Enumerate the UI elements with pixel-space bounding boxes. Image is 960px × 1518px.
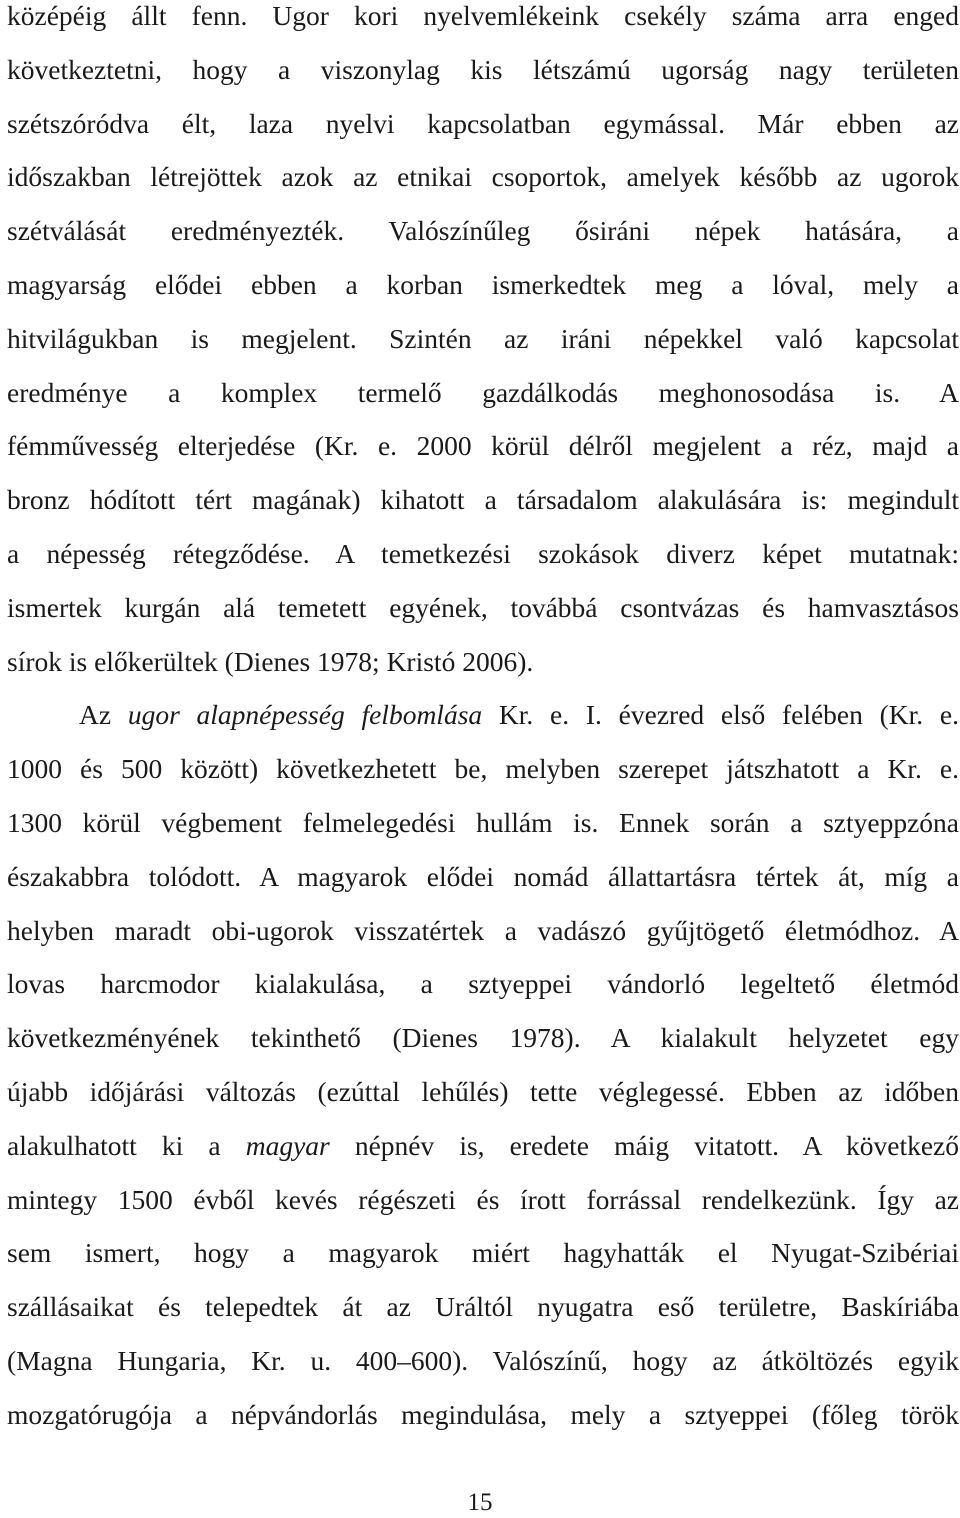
text-line: helyben maradt obi-ugorok visszatértek a vadászó gyűjtögető életmódhoz. A	[7, 914, 959, 946]
text-segment: Az	[79, 699, 128, 731]
text-segment: népnév is, eredete máig vitatott. A következő	[329, 1129, 959, 1161]
text-line: sem ismert, hogy a magyarok miért hagyhatták el Nyugat-Szibériai	[7, 1237, 959, 1269]
text-line: eredménye a komplex termelő gazdálkodás meghonosodása is. A	[7, 376, 959, 408]
text-line: sírok is előkerültek (Dienes 1978; Kristó 2006).	[7, 645, 534, 677]
text-line: hitvilágukban is megjelent. Szintén az iráni népekkel való kapcsolat	[7, 322, 959, 354]
text-line: (Magna Hungaria, Kr. u. 400–600). Valószínű, hogy az átköltözés egyik	[7, 1344, 959, 1376]
text-line: magyarság elődei ebben a korban ismerkedtek meg a lóval, mely a	[7, 268, 959, 300]
text-line: lovas harcmodor kialakulása, a sztyeppei vándorló legeltető életmód	[7, 968, 959, 1000]
text-line: újabb időjárási változás (ezúttal lehűlés) tette véglegessé. Ebben az időben	[7, 1075, 959, 1107]
text-line: bronz hódított tért magának) kihatott a társadalom alakulására is: megindult	[7, 484, 959, 516]
text-line: következményének tekinthető (Dienes 1978). A kialakult helyzetet egy	[7, 1022, 959, 1054]
text-line: fémművesség elterjedése (Kr. e. 2000 körül délről megjelent a réz, majd a	[7, 430, 959, 462]
text-line: mintegy 1500 évből kevés régészeti és írott forrással rendelkezünk. Így az	[7, 1183, 959, 1215]
text-line: időszakban létrejöttek azok az etnikai csoportok, amelyek később az ugorok	[7, 161, 959, 193]
text-segment: alakulhatott ki a	[7, 1129, 246, 1161]
text-line: szétszóródva élt, laza nyelvi kapcsolatban egymással. Már ebben az	[7, 107, 959, 139]
text-line: következtetni, hogy a viszonylag kis létszámú ugorság nagy területen	[7, 53, 959, 85]
text-line: északabbra tolódott. A magyarok elődei nomád állattartásra tértek át, míg a	[7, 860, 959, 892]
text-line: ismertek kurgán alá temetett egyének, továbbá csontvázas és hamvasztásos	[7, 591, 959, 623]
italic-term: magyar	[245, 1129, 330, 1161]
text-line: középéig állt fenn. Ugor kori nyelvemlékeink csekély száma arra enged	[7, 0, 959, 31]
page-number: 15	[467, 1489, 493, 1516]
text-segment: Kr. e. I. évezred első felében (Kr. e.	[482, 699, 959, 731]
text-line: a népesség rétegződése. A temetkezési szokások diverz képet mutatnak:	[7, 537, 959, 569]
text-line: szétválását eredményezték. Valószínűleg ősiráni népek hatására, a	[7, 215, 959, 247]
text-line: 1300 körül végbement felmelegedési hullám is. Ennek során a sztyeppzóna	[7, 806, 959, 838]
text-line: 1000 és 500 között) következhetett be, melyben szerepet játszhatott a Kr. e.	[7, 753, 959, 785]
text-line: mozgatórugója a népvándorlás megindulása, mely a sztyeppei (főleg török	[7, 1398, 959, 1430]
italic-term: ugor alapnépesség felbomlása	[127, 699, 483, 731]
text-line-with-italic	[7, 1119, 959, 1173]
text-line: szállásaikat és telepedtek át az Uráltól nyugatra eső területre, Baskíriába	[7, 1291, 959, 1323]
document-page	[7, 0, 959, 1442]
text-line-with-italic	[7, 688, 959, 742]
paragraph-2	[7, 688, 959, 1441]
paragraph-1	[7, 0, 959, 688]
